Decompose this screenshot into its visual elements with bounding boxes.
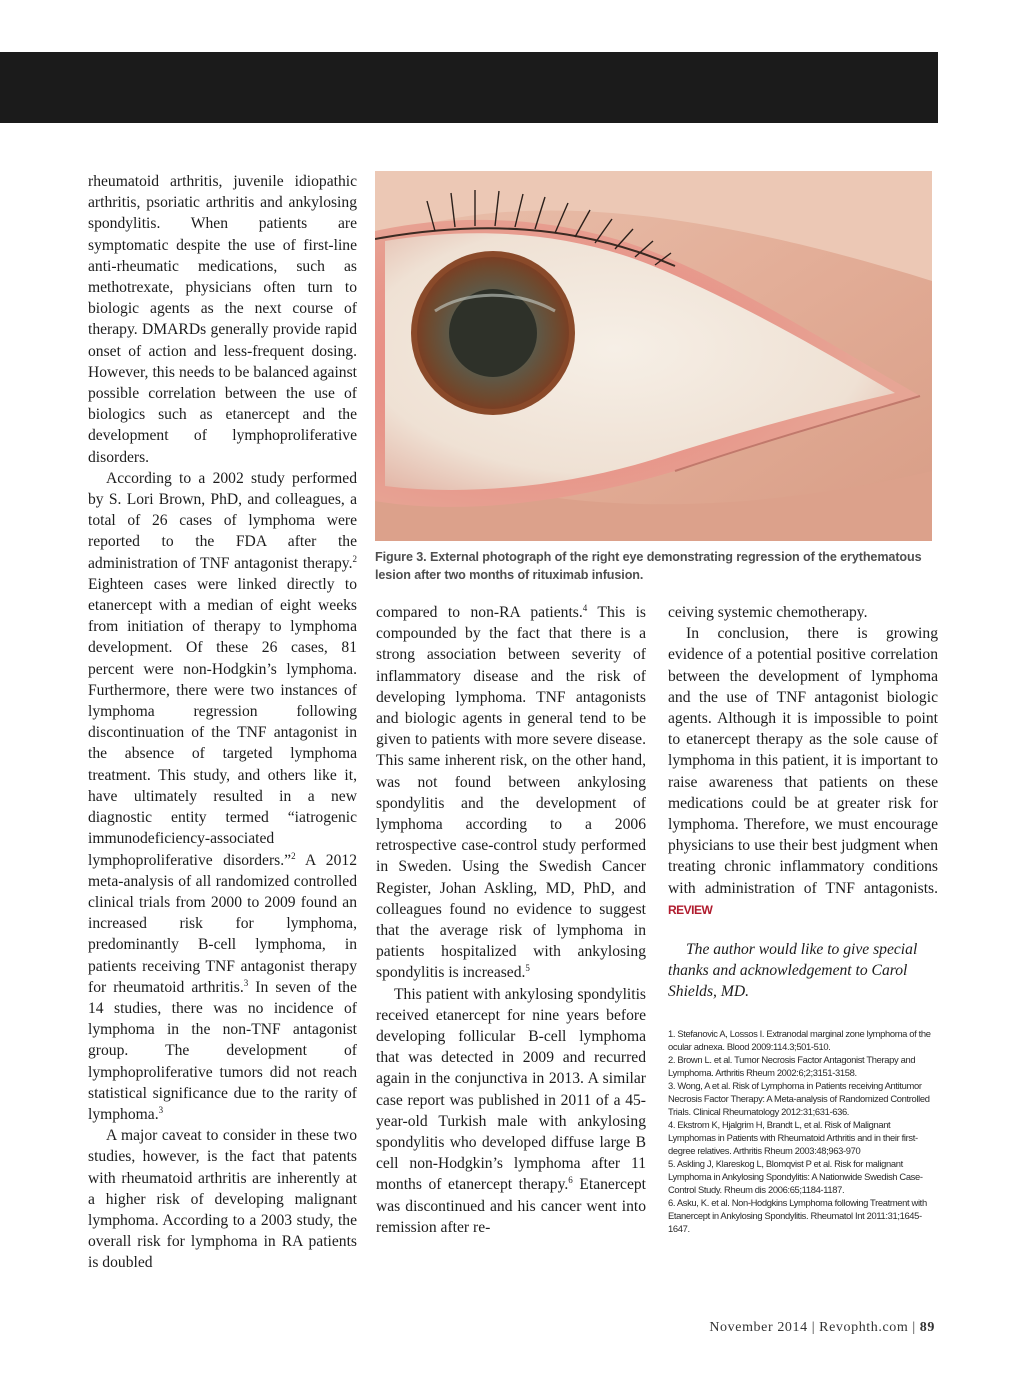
reference-item: 4. Ekstrom K, Hjalgrim H, Brandt L, et al. Risk of Malignant Lymphomas in Patients with Rheumatoid Arthritis and in their first-degree relatives. Arthritis Rheum 2003:48;963-970 bbox=[668, 1118, 918, 1156]
reference-item: 6. Asku, K. et al. Non-Hodgkins Lymphoma following Treatment with Etanercept in Ankylosing Spondylitis. Rheumatol Int 2011:31;1645-1647. bbox=[668, 1196, 927, 1234]
paragraph: A major caveat to consider in these two studies, however, is the fact that patents with rheumatoid arthritis are inherently at a higher risk of developing malignant lymphoma. According to a 2003 study, the overall risk for lymphoma in RA patients is doubled bbox=[88, 1127, 357, 1272]
figure-caption: Figure 3. External photograph of the right eye demonstrating regression of the erythematous lesion after two months of rituximab infusion. bbox=[375, 550, 922, 582]
reference-marker: 3 bbox=[158, 1104, 164, 1115]
page-footer bbox=[709, 1320, 935, 1336]
review-logo: REVIEW bbox=[668, 902, 713, 917]
reference-marker: 3 bbox=[243, 977, 249, 988]
separator: | bbox=[912, 1320, 916, 1335]
header-band bbox=[0, 52, 938, 123]
text-column-3 bbox=[668, 602, 938, 1235]
eye-photograph bbox=[375, 171, 932, 541]
website: Revophth.com bbox=[819, 1320, 909, 1335]
page-number: 89 bbox=[919, 1320, 935, 1335]
acknowledgement: The author would like to give special thanks and acknowledgement to Carol Shields, MD. bbox=[668, 941, 918, 1001]
separator: | bbox=[811, 1320, 816, 1335]
reference-marker: 5 bbox=[525, 963, 530, 974]
reference-item: 3. Wong, A et al. Risk of Lymphoma in Patients receiving Antitumor Necrosis Factor Therapy: A Meta-analysis of Randomized Controlled Trials. Clinical Rheumatology 2012:31;631-636. bbox=[668, 1079, 930, 1117]
reference-item: 1. Stefanovic A, Lossos I. Extranodal marginal zone lymphoma of the ocular adnexa. Blood 2009:114.3;501-510. bbox=[668, 1027, 931, 1052]
issue-date: November 2014 bbox=[709, 1320, 808, 1335]
paragraph: ceiving systemic chemotherapy. bbox=[668, 604, 868, 621]
text-column-2 bbox=[376, 602, 646, 1238]
reference-list bbox=[668, 1027, 938, 1235]
paragraph: According to a 2002 study performed by S. Lori Brown, PhD, and colleagues, a total of 26 cases of lymphoma were reported to the FDA after the administration of TNF antagonist therapy.$^2$ Eighteen cases were linked directly to etanercept with a median of eight weeks from initiation of therapy to lymphoma development. Of these 26 cases, 81 percent were non-Hodgkin’s lymphoma. Furthermore, there were two instances of lymphoma regression following discontinuation of the TNF antagonist in the absence of targeted lymphoma treatment. This study, and others like it, have ultimately resulted in a new diagnostic entity termed “iatrogenic immunodeficiency-associated lymphoproliferative disorders.”$^2$ A 2012 meta-analysis of all randomized controlled clinical trials from 2000 to 2009 found an increased risk for lymphoma, predominantly B-cell lymphoma, in patients receiving TNF antagonist therapy for rheumatoid arthritis.$^3$ In seven of the 14 studies, there was no incidence of lymphoma in the non-TNF antagonist group. The development of lymphoproliferative tumors did not reach statistical significance due to the rarity of lymphoma.$^3$ bbox=[88, 469, 357, 1123]
reference-marker: 2 bbox=[291, 850, 296, 861]
reference-item: 5. Askling J, Klareskog L, Blomqvist P et al. Risk for malignant Lymphoma in Ankylosing Spondylitis: A Nationwide Swedish Case-Control Study. Rheum dis 2006:65;1184-1187. bbox=[668, 1157, 923, 1195]
paragraph: compared to non-RA patients.$^4$ This is compounded by the fact that there is a strong association between severity of inflammatory disease and the risk of developing lymphoma. TNF antagonists and biologic agents in general tend to be given to patients with more severe disease. This same inherent risk, on the other hand, was not found between ankylosing spondylitis and the development of lymphoma according to a 2006 retrospective case-control study performed in Sweden. Using the Swedish Cancer Register, Johan Askling, MD, PhD, and colleagues found no evidence to suggest that the average risk of lymphoma in patients hospitalized with ankylosing spondylitis is increased.$^5$ bbox=[376, 602, 646, 982]
paragraph: rheumatoid arthritis, juvenile idiopathic arthritis, psoriatic arthritis and ankylosing spondylitis. When patients are symptomatic despite the use of first-line anti-rheumatic medications, such as methotrexate, physicians often turn to biologic agents as the next course of therapy. DMARDs generally provide rapid onset of action and less-frequent dosing. However, this needs to be balanced against possible correlation between the use of biologics such as etanercept and the development of lymphoproliferative disorders. bbox=[88, 173, 357, 466]
reference-marker: 6 bbox=[568, 1175, 573, 1186]
text-column-1 bbox=[88, 171, 357, 1274]
paragraph: In conclusion, there is growing evidence of a potential positive correlation between the development of lymphoma and the use of TNF antagonist biologic agents. Although it is impossible to point to etanercept therapy as the sole cause of lymphoma in this patient, it is important to raise awareness that patients on these medications could be at greater risk for lymphoma. Therefore, we must encourage physicians to use their best judgment when treating chronic inflammatory conditions with administration of TNF antagonists. REVIEW bbox=[668, 625, 938, 917]
reference-marker: 4 bbox=[582, 602, 588, 613]
paragraph: This patient with ankylosing spondylitis received etanercept for nine years before developing follicular B-cell lymphoma that was detected in 2009 and recurred again in the conjunctiva in 2013. A similar case report was published in 2011 of a 45-year-old Turkish male with ankylosing spondylitis who developed diffuse large B cell non-Hodgkin’s lymphoma after 11 months of etanercept therapy.$^6$ Etanercept was discontinued and his cancer went into remission after re- bbox=[376, 985, 646, 1236]
reference-item: 2. Brown L. et al. Tumor Necrosis Factor Antagonist Therapy and Lymphoma. Arthritis Rheum 2002:6;2;3151-3158. bbox=[668, 1053, 916, 1078]
eye-illustration bbox=[375, 171, 932, 541]
reference-marker: 2 bbox=[352, 553, 357, 564]
